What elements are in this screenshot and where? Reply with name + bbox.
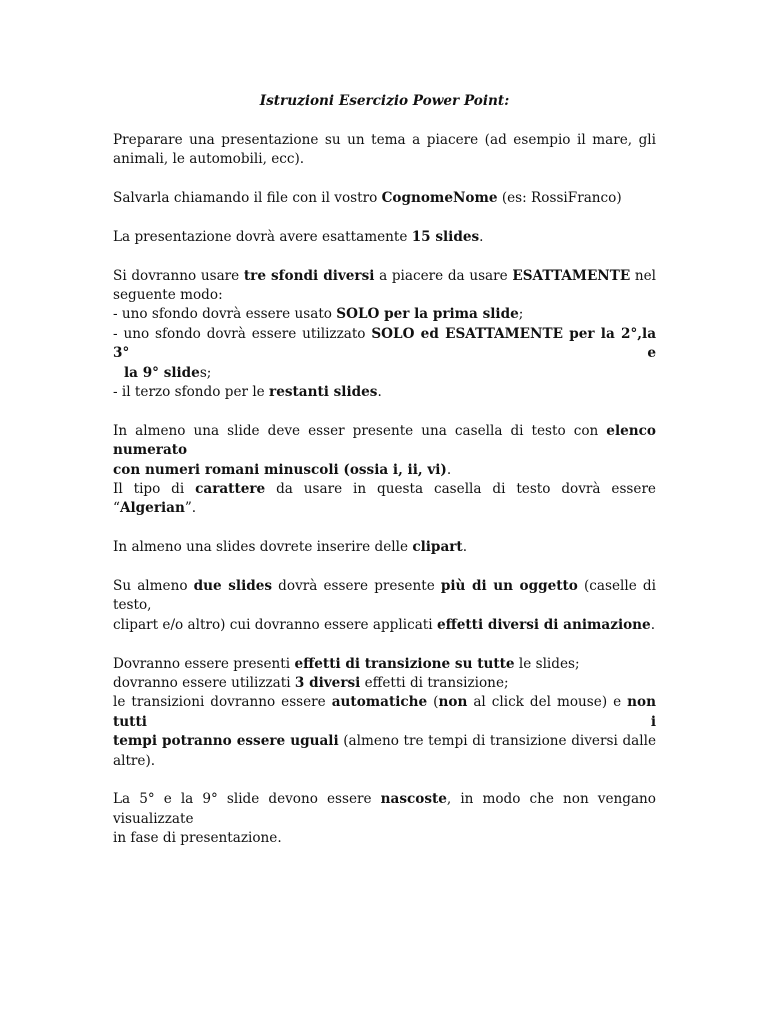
transitions-post-1: le slides; (514, 655, 580, 672)
slide-count-bold: 15 slides (411, 228, 480, 245)
list-item-1-pre: - uno sfondo dovrà essere usato (113, 306, 337, 323)
numbered-post: . (446, 461, 452, 478)
transitions-line-1 (113, 655, 656, 674)
save-text-pre: Salvarla chiamando il file con il vostro (113, 190, 382, 206)
save-text-post: (es: RossiFranco) (497, 190, 622, 206)
font-bold-algerian: Algerian (119, 500, 185, 517)
list-item-1-post: ; (518, 306, 524, 323)
animation-mid: dovrà essere presente (272, 578, 441, 595)
save-text-bold: CognomeNome (381, 190, 498, 206)
hidden-line-1 (113, 790, 656, 829)
transitions-pre-1: Dovranno essere presenti (113, 655, 295, 672)
paragraph-transitions (113, 655, 656, 771)
transitions-line-5: altre). (113, 752, 156, 769)
clipart-post: . (462, 539, 468, 556)
list-item-2-cont-bold: la 9° slide (124, 364, 200, 381)
document-page (113, 92, 656, 868)
transitions-bold-5: non tutti i (113, 694, 656, 730)
numbered-line-2 (113, 461, 656, 480)
animation-bold-1: due slides (193, 578, 273, 595)
transitions-mid-3a: ( (427, 694, 439, 711)
transitions-bold-1: effetti di transizione su tutte (294, 655, 515, 672)
paragraph-numbered-list (113, 422, 656, 519)
paragraph-theme (113, 131, 656, 170)
animation-line-1 (113, 577, 656, 616)
animation-post-1: (caselle di testo, (113, 578, 656, 614)
paragraph-save (113, 189, 656, 208)
transitions-post-4: (almeno tre tempi di transizione diversi dalle (338, 733, 656, 750)
animation-bold-2: più di un oggetto (440, 578, 578, 595)
backgrounds-post: nel (630, 267, 657, 284)
slide-count-post: . (479, 228, 484, 245)
list-item-3-bold: restanti slides (269, 384, 378, 401)
transitions-line-4 (113, 732, 656, 751)
list-item-3-pre: - il terzo sfondo per le (113, 384, 270, 401)
animation-bold-3: effetti diversi di animazione (436, 616, 651, 633)
list-item-2-cont-post: s; (199, 364, 212, 381)
paragraph-animation (113, 577, 656, 635)
list-item-background-1 (113, 305, 656, 324)
numbered-bold-2: con numeri romani minuscoli (ossia i, ii, vi) (113, 461, 447, 478)
animation-pre-2: clipart e/o altro) cui dovranno essere applicati (113, 616, 437, 633)
paragraph-hidden-slides (113, 790, 656, 848)
transitions-bold-6: tempi potranno essere uguali (113, 733, 339, 750)
list-item-background-3 (113, 383, 656, 402)
transitions-bold-4: non (438, 694, 468, 711)
numbered-pre: In almeno una slide deve esser presente una casella di testo con (113, 422, 607, 439)
font-bold-carattere: carattere (195, 481, 266, 498)
list-item-background-2 (113, 325, 656, 364)
transitions-bold-2: 3 diversi (294, 675, 361, 692)
font-pre: Il tipo di (113, 481, 196, 498)
transitions-mid-3b: al click del mouse) e (467, 694, 628, 711)
backgrounds-line-1 (113, 267, 656, 286)
font-mid: da usare in questa casella di testo dovrà essere “ (113, 481, 656, 517)
animation-line-2 (113, 616, 656, 635)
transitions-post-2: effetti di transizione; (360, 675, 509, 692)
paragraph-theme-text: Preparare una presentazione su un tema a piacere (ad esempio il mare, gli animali, le automobili, ecc). (113, 131, 656, 168)
numbered-line-3 (113, 480, 656, 519)
backgrounds-line-2: seguente modo: (113, 287, 223, 303)
hidden-pre: La 5° e la 9° slide devono essere (113, 791, 381, 808)
transitions-line-2 (113, 674, 656, 693)
transitions-pre-3: le transizioni dovranno essere (113, 694, 332, 711)
hidden-post: , in modo che non vengano visualizzate (113, 791, 656, 827)
backgrounds-bold-2: ESATTAMENTE (512, 267, 631, 284)
transitions-line-3 (113, 693, 656, 732)
backgrounds-pre: Si dovranno usare (113, 267, 244, 284)
paragraph-slide-count (113, 228, 656, 247)
list-item-3-post: . (377, 384, 382, 401)
animation-post-2: . (650, 616, 656, 633)
paragraph-clipart (113, 538, 656, 557)
clipart-pre: In almeno una slides dovrete inserire delle (113, 539, 413, 556)
slide-count-pre: La presentazione dovrà avere esattamente (113, 228, 412, 245)
numbered-line-1 (113, 422, 656, 461)
list-item-background-2-cont (113, 364, 656, 383)
font-post: ”. (184, 500, 197, 517)
animation-pre: Su almeno (113, 578, 194, 595)
backgrounds-mid: a piacere da usare (374, 267, 513, 284)
hidden-line-2: in fase di presentazione. (113, 830, 282, 847)
list-item-2-pre: - uno sfondo dovrà essere utilizzato (113, 325, 372, 342)
paragraph-backgrounds (113, 267, 656, 403)
hidden-bold: nascoste (380, 791, 447, 808)
backgrounds-bold-1: tre sfondi diversi (243, 267, 375, 284)
document-title: Istruzioni Esercizio Power Point: (259, 93, 510, 109)
numbered-bold-1: elenco numerato (113, 422, 656, 459)
list-item-2-bold: SOLO ed ESATTAMENTE per la 2°,la 3° e (113, 325, 657, 362)
list-item-1-bold: SOLO per la prima slide (336, 306, 519, 323)
transitions-pre-2: dovranno essere utilizzati (113, 675, 295, 692)
clipart-bold: clipart (412, 539, 463, 556)
transitions-bold-3: automatiche (331, 694, 428, 711)
